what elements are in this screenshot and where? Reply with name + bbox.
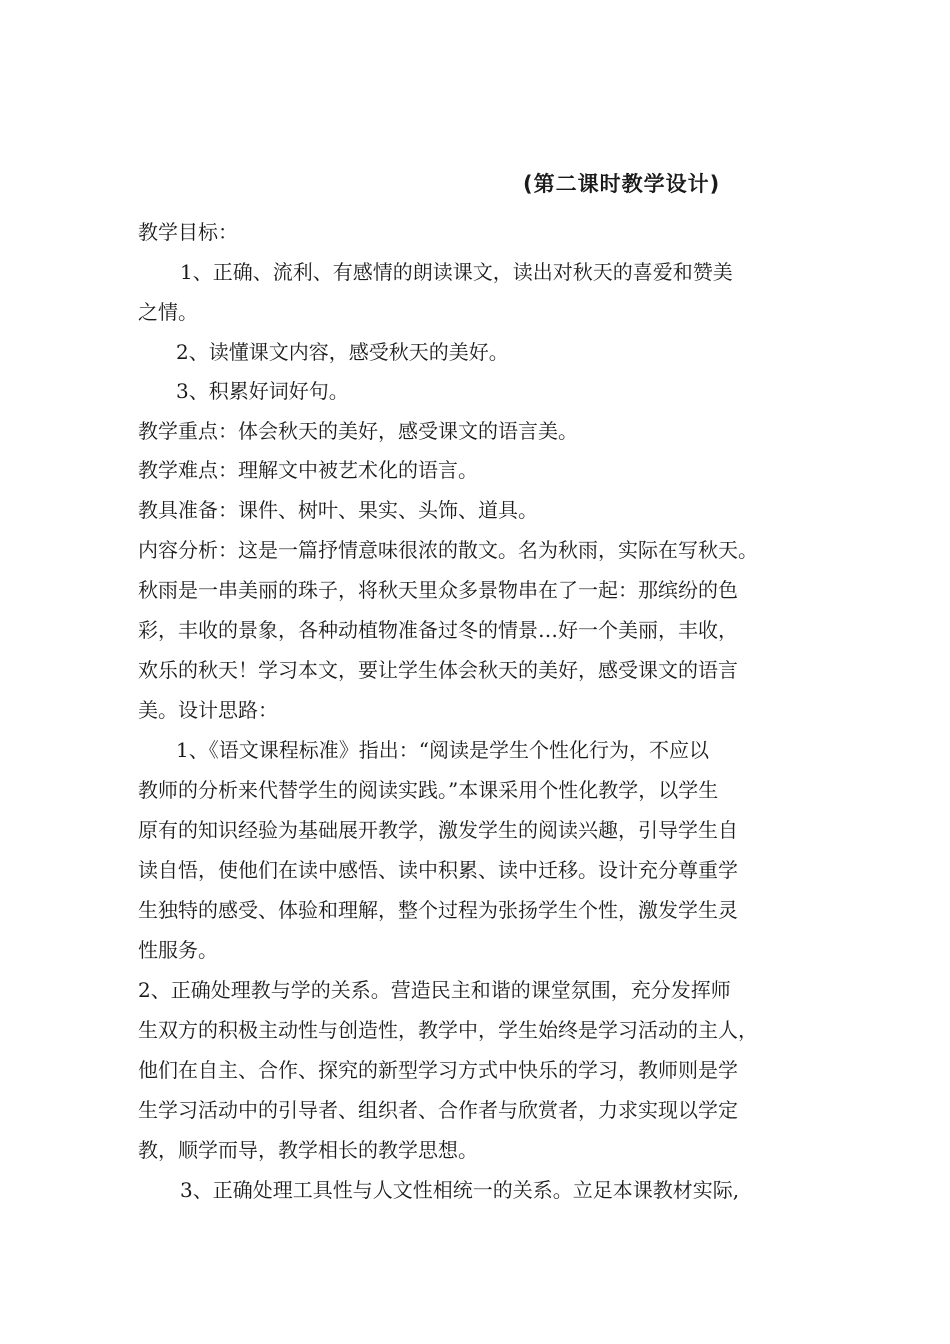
design-3-line-1: 3、正确处理工具性与人文性相统一的关系。立足本课教材实际, (180, 1178, 740, 1202)
design-1-line-6: 性服务。 (138, 938, 218, 962)
design-2-line-3: 他们在自主、合作、探究的新型学习方式中快乐的学习，教师则是学 (138, 1058, 738, 1082)
objective-3: 3、积累好词好句。 (176, 379, 349, 403)
objective-1-line-1: 1、正确、流利、有感情的朗读课文，读出对秋天的喜爱和赞美 (180, 260, 733, 284)
content-analysis-line-3: 彩，丰收的景象，各种动植物准备过冬的情景…好一个美丽，丰收， (138, 618, 738, 642)
design-1-line-3: 原有的知识经验为基础展开教学，激发学生的阅读兴趣，引导学生自 (138, 818, 738, 842)
content-analysis-line-5: 美。设计思路： (138, 698, 278, 722)
design-1-line-2: 教师的分析来代替学生的阅读实践。”本课采用个性化教学，以学生 (138, 778, 719, 802)
key-points: 教学重点：体会秋天的美好，感受课文的语言美。 (138, 419, 578, 443)
design-2-line-5: 教，顺学而导，教学相长的教学思想。 (138, 1138, 478, 1162)
materials: 教具准备：课件、树叶、果实、头饰、道具。 (138, 498, 538, 522)
content-analysis-line-2: 秋雨是一串美丽的珠子，将秋天里众多景物串在了一起：那缤纷的色 (138, 578, 738, 602)
design-2-line-2: 生双方的积极主动性与创造性，教学中，学生始终是学习活动的主人， (138, 1018, 758, 1042)
design-1-line-1: 1、《语文课程标准》指出：“阅读是学生个性化行为，不应以 (176, 738, 709, 762)
objective-1-line-2: 之情。 (138, 300, 198, 324)
design-1-line-5: 生独特的感受、体验和理解，整个过程为张扬学生个性，激发学生灵 (138, 898, 738, 922)
content-analysis-line-4: 欢乐的秋天！学习本文，要让学生体会秋天的美好，感受课文的语言 (138, 658, 738, 682)
difficulties: 教学难点：理解文中被艺术化的语言。 (138, 458, 478, 482)
page-title: (第二课时教学设计) (523, 172, 721, 196)
objectives-heading: 教学目标： (138, 220, 238, 244)
design-2-line-1: 2、正确处理教与学的关系。营造民主和谐的课堂氛围，充分发挥师 (138, 978, 731, 1002)
design-1-line-4: 读自悟，使他们在读中感悟、读中积累、读中迁移。设计充分尊重学 (138, 858, 738, 882)
design-2-line-4: 生学习活动中的引导者、组织者、合作者与欣赏者，力求实现以学定 (138, 1098, 738, 1122)
content-analysis-line-1: 内容分析：这是一篇抒情意味很浓的散文。名为秋雨，实际在写秋天。 (138, 538, 758, 562)
objective-2: 2、读懂课文内容，感受秋天的美好。 (176, 340, 509, 364)
